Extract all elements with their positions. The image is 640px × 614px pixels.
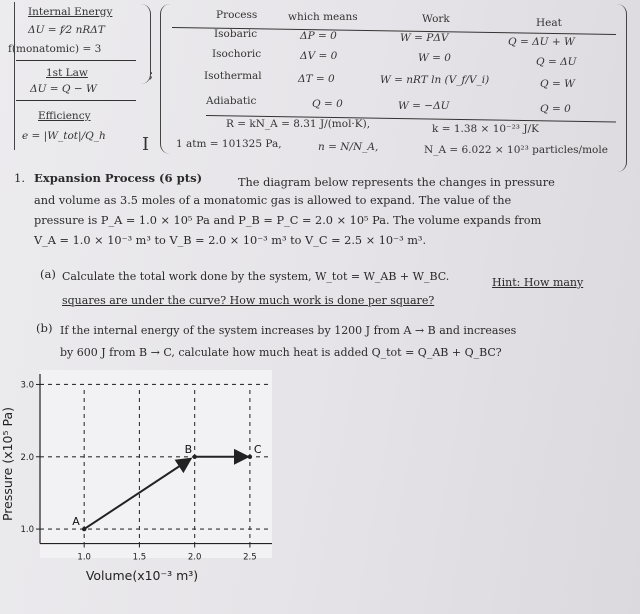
- state-point-b: [192, 455, 196, 459]
- state-label-a: A: [72, 515, 80, 529]
- constant-n: n = N/N_A,: [318, 141, 379, 153]
- x-tick-label: 2.0: [187, 552, 202, 563]
- y-tick-label: 3.0: [20, 380, 34, 391]
- part-a-hint-1: Hint: How many: [492, 276, 584, 289]
- y-tick-label: 1.0: [20, 525, 34, 536]
- row-isochoric-means: ΔV = 0: [300, 50, 338, 62]
- constant-k: k = 1.38 × 10⁻²³ J/K: [432, 123, 539, 135]
- f-monatomic: f(monatomic) = 3: [8, 43, 102, 55]
- row-isochoric-heat: Q = ΔU: [536, 56, 577, 68]
- row-adiabatic-means: Q = 0: [312, 98, 343, 110]
- constant-NA: N_A = 6.022 × 10²³ particles/mole: [424, 144, 608, 156]
- efficiency-formula: e = |W_tot|/Q_h: [22, 130, 106, 142]
- state-label-b: B: [184, 442, 193, 456]
- problem-number: 1.: [14, 171, 26, 185]
- row-adiabatic-heat: Q = 0: [540, 103, 571, 115]
- first-law-label: 1st Law: [46, 67, 88, 79]
- x-axis-label: Volume(x10⁻³ m³): [85, 568, 199, 583]
- row-isobaric-heat: Q = ΔU + W: [508, 36, 575, 48]
- row-isochoric-process: Isochoric: [212, 48, 262, 60]
- semicolon: ;: [149, 67, 154, 82]
- part-a-hint-2: squares are under the curve? How much work is done per square?: [62, 294, 435, 307]
- pv-diagram: [0, 370, 280, 614]
- constant-atm: 1 atm = 101325 Pa,: [176, 138, 282, 150]
- row-adiabatic-work: W = −ΔU: [398, 100, 450, 112]
- part-a-label: (a): [40, 267, 56, 281]
- table-header-work: Work: [422, 13, 450, 25]
- state-point-c: [248, 455, 252, 459]
- divider: [16, 100, 136, 101]
- x-tick-label: 1.5: [132, 552, 147, 563]
- x-tick-label: 1.0: [77, 552, 91, 563]
- row-isobaric-means: ΔP = 0: [300, 30, 337, 42]
- y-tick-label: 2.0: [20, 452, 34, 463]
- table-header-heat: Heat: [536, 17, 562, 29]
- internal-energy-label: Internal Energy: [28, 6, 113, 18]
- part-a-question: Calculate the total work done by the system, W_tot = W_AB + W_BC.: [62, 270, 450, 283]
- plot-area: [40, 370, 272, 558]
- row-isobaric-work: W = PΔV: [400, 32, 449, 44]
- row-isothermal-heat: Q = W: [540, 78, 575, 90]
- table-header-means: which means: [288, 11, 358, 23]
- problem-intro-line-4: V_A = 1.0 × 10⁻³ m³ to V_B = 2.0 × 10⁻³ m³ to V_C = 2.5 × 10⁻³ m³.: [34, 234, 427, 247]
- efficiency-label: Efficiency: [38, 110, 91, 122]
- problem-intro-line-1: The diagram below represents the changes in pressure: [238, 176, 555, 189]
- problem-title: Expansion Process (6 pts): [34, 171, 203, 185]
- table-brace-left: [160, 4, 171, 154]
- table-header-process: Process: [216, 9, 258, 21]
- problem-intro-line-2: and volume as 3.5 moles of a monatomic gas is allowed to expand. The value of the: [34, 194, 512, 207]
- table-brace-right: [616, 4, 627, 172]
- row-isochoric-work: W = 0: [418, 52, 451, 64]
- state-label-c: C: [253, 442, 262, 456]
- part-b-label: (b): [36, 321, 53, 335]
- row-isothermal-process: Isothermal: [204, 70, 262, 82]
- y-axis-label: Pressure (x10⁵ Pa): [0, 406, 15, 522]
- row-isobaric-process: Isobaric: [214, 28, 258, 40]
- first-law-formula: ΔU = Q − W: [30, 83, 97, 95]
- row-isothermal-work: W = nRT ln (V_f/V_i): [380, 74, 490, 86]
- part-b-line-2: by 600 J from B → C, calculate how much heat is added Q_tot = Q_AB + Q_BC?: [60, 346, 502, 359]
- problem-intro-line-3: pressure is P_A = 1.0 × 10⁵ Pa and P_B = P_C = 2.0 × 10⁵ Pa. The volume expands from: [34, 214, 542, 227]
- state-point-a: [82, 527, 86, 531]
- row-adiabatic-process: Adiabatic: [206, 95, 257, 107]
- divider: [16, 60, 136, 61]
- part-b-line-1: If the internal energy of the system increases by 1200 J from A → B and increases: [60, 324, 517, 337]
- x-tick-label: 2.5: [243, 552, 257, 563]
- constant-R: R = kN_A = 8.31 J/(mol·K),: [226, 118, 371, 130]
- internal-energy-formula: ΔU = f⁄2 nRΔT: [28, 24, 105, 36]
- row-isothermal-means: ΔT = 0: [298, 73, 335, 85]
- i-beam-mark: I: [142, 134, 150, 155]
